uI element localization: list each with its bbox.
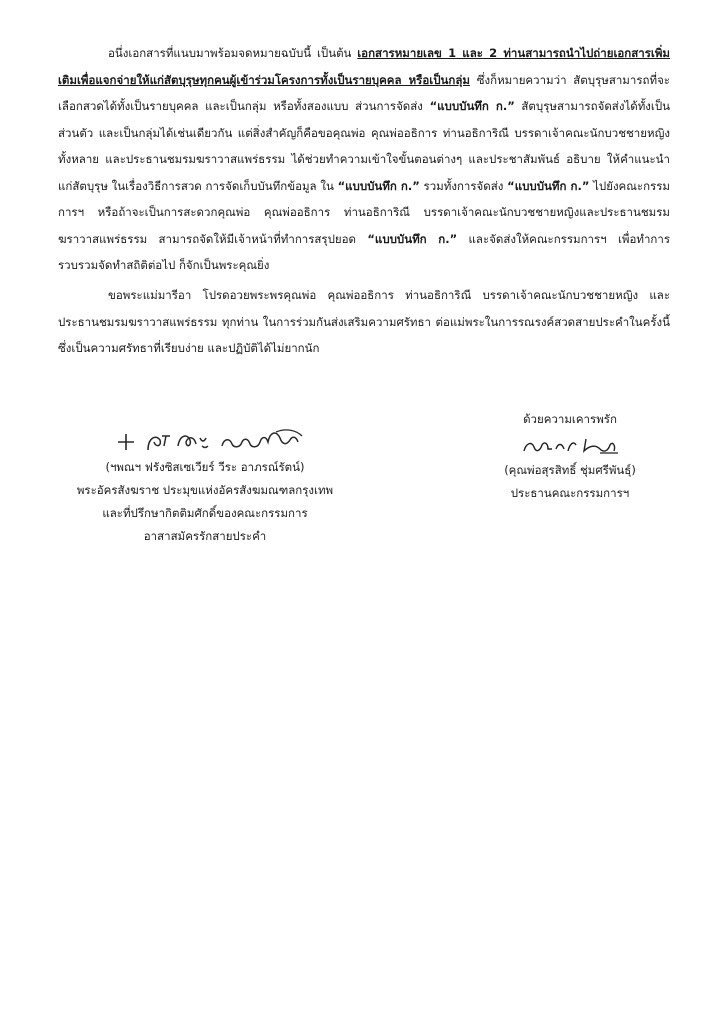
paragraph-text: อนึ่งเอกสารที่แนบมาพร้อมจดหมายฉบับนี้ เป็นต้น (108, 46, 358, 60)
paragraph-text: ซึ่งก็หมายความว่า สัตบุรุษสามารถที่จะเลือกสวดได้ทั้งเป็นรายบุคคล และเป็นกลุ่ม หรือทั้งสองแบบ ส่วนการจัดส่ง (58, 72, 670, 113)
signature-block-right (455, 408, 685, 505)
signatory-title: ประธานคณะกรรมการฯ (510, 486, 630, 500)
emphasized-text: เอกสารหมายเลข 1 และ 2 ท่านสามารถนำไปถ่ายเอกสารเพิ่มเติมเพื่อแจกจ่ายให้แก่สัตบุรุษทุกคนผู้เข้าร่วมโครงการทั้งเป็นรายบุคคล หรือเป็นกลุ่ม (58, 46, 670, 87)
handwritten-signature-left (90, 424, 320, 456)
handwritten-signature-right (510, 431, 630, 459)
paragraph-text: สัตบุรุษสามารถจัดส่งได้ทั้งเป็นส่วนตัว และเป็นกลุ่มได้เช่นเดียวกัน แต่สิ่งสำคัญก็คือขอคุณพ่อ คุณพ่ออธิการ ท่านอธิการิณี บรรดาเจ้าคณะนักบวชชายหญิงทั้งหลาย และประธานชมรมฆราวาสแพร่ธรรม ได้ช่วยทำความเข้าใจขั้นตอนต่างๆ และประชาสัมพันธ์ อธิบาย ให้คำแนะนำแก่สัตบุรุษ ในเรื่องวิธีการสวด การจัดเก็บบันทึกข้อมูล ใน (58, 99, 670, 193)
paragraph-text: และจัดส่งให้คณะกรรมการฯ เพื่อทำการรวบรวมจัดทำสถิติต่อไป ก็จักเป็นพระคุณยิ่ง (58, 231, 671, 272)
form-name: “แบบบันทึก ก.” (337, 178, 420, 193)
signatory-title: อาสาสมัครรักสายประคำ (143, 529, 267, 543)
form-name: “แบบบันทึก ก.” (367, 231, 458, 246)
body-paragraph-1 (58, 40, 670, 279)
signature-block-left (40, 424, 370, 548)
signatory-title: พระอัครสังฆราช ประมุขแห่งอัครสังฆมณฑลกรุงเทพ (76, 483, 334, 497)
signatory-title: และที่ปรึกษากิตติมศักดิ์ของคณะกรรมการ (102, 506, 308, 520)
paragraph-text: รวมทั้งการจัดส่ง (419, 178, 508, 193)
form-name: “แบบบันทึก ก.” (507, 178, 590, 193)
form-name: “แบบบันทึก ก.” (429, 99, 515, 113)
closing-text: ด้วยความเคารพรัก (523, 412, 617, 426)
signatory-name: (คุณพ่อสุรสิทธิ์ ชุ่มศรีพันธุ์) (504, 463, 636, 477)
signatory-name: (ฯพณฯ ฟรังซิสเซเวียร์ วีระ อาภรณ์รัตน์) (105, 460, 305, 474)
paragraph-text: ขอพระแม่มารีอา โปรดอวยพระพรคุณพ่อ คุณพ่ออธิการ ท่านอธิการิณี บรรดาเจ้าคณะนักบวชชายหญิง และประธานชมรมฆราวาสแพร่ธรรม ทุกท่าน ในการร่วมกันส่งเสริมความศรัทธา ต่อแม่พระในการรณรงค์สวดสายประคำในครั้งนี้ ซึ่งเป็นความศรัทธาที่เรียบง่าย และปฏิบัติได้ไม่ยากนัก (58, 288, 670, 355)
body-paragraph-2 (58, 282, 670, 362)
paragraph-text: ไปยังคณะกรรมการฯ หรือถ้าจะเป็นการสะดวกคุณพ่อ คุณพ่ออธิการ ท่านอธิการิณี บรรดาเจ้าคณะนักบวชชายหญิงและประธานชมรมฆราวาสแพร่ธรรม สามารถจัดให้มีเจ้าหน้าที่ทำการสรุปยอด (58, 178, 670, 246)
